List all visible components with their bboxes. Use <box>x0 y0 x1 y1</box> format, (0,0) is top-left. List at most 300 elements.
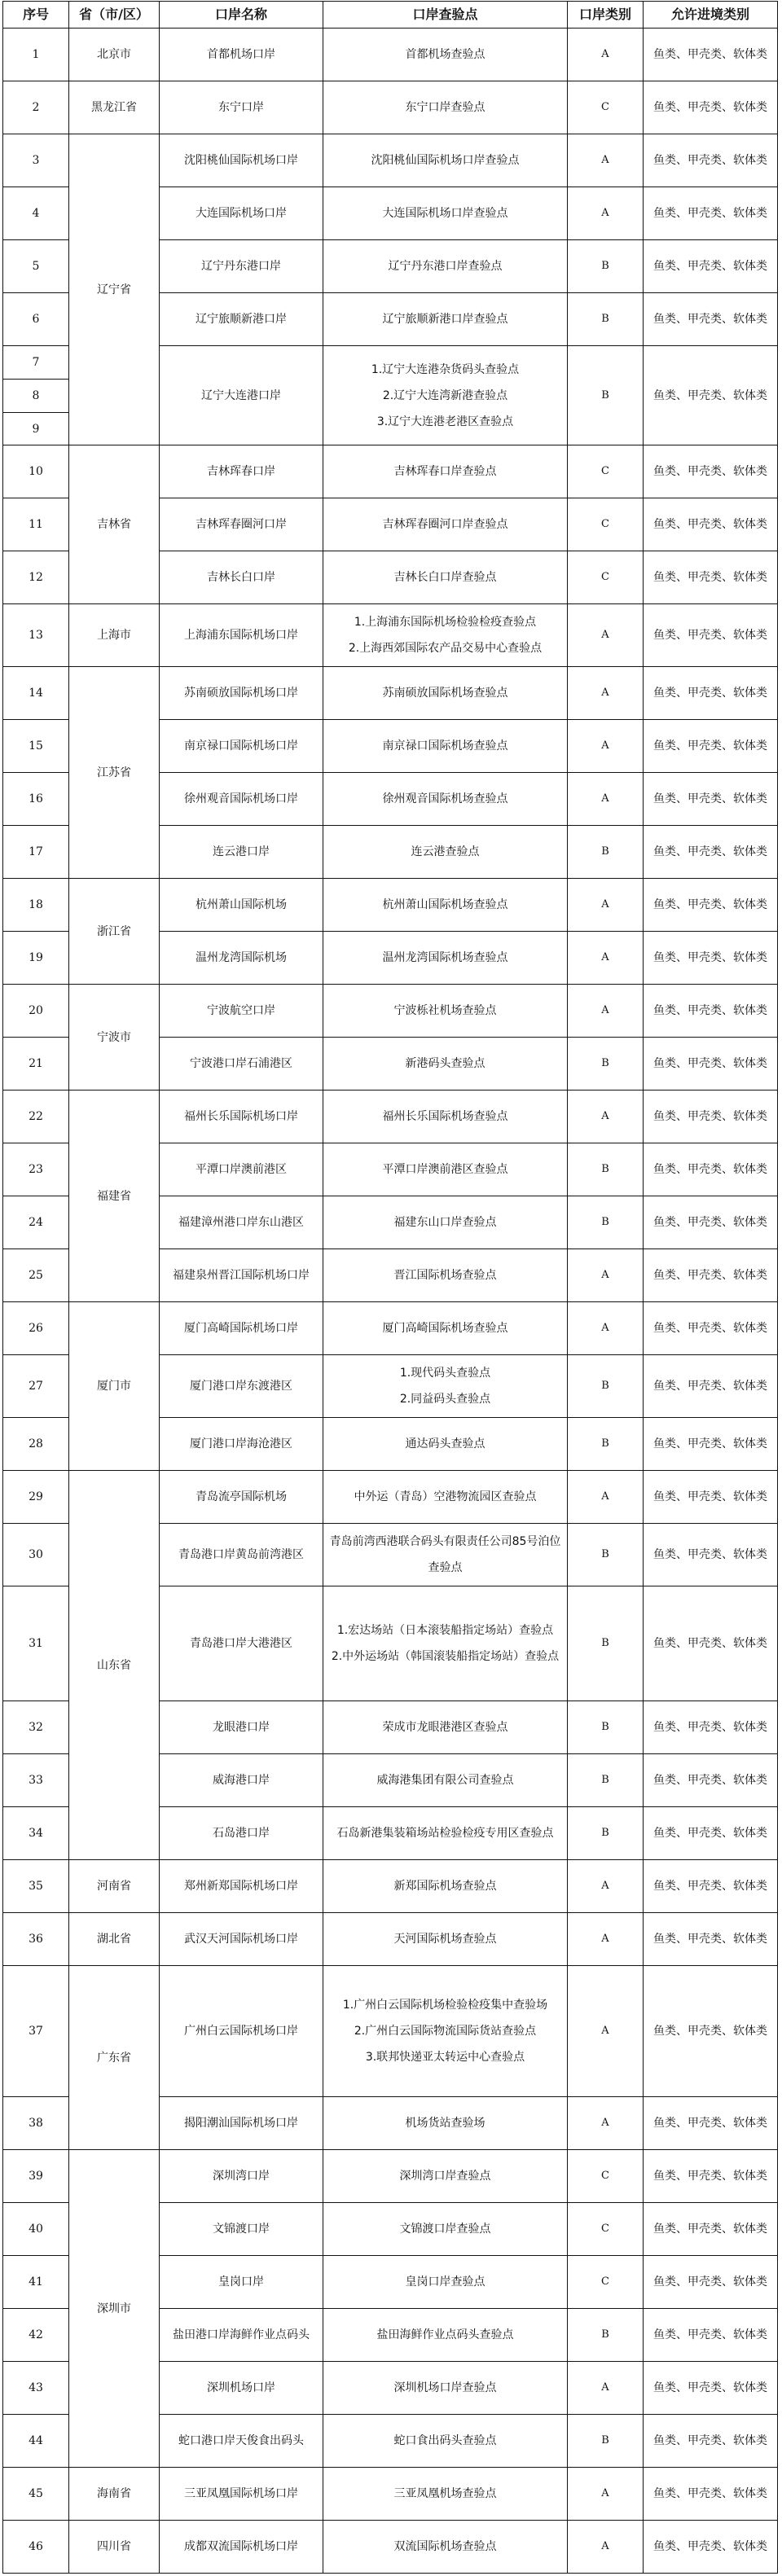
row-port-class: B <box>568 1701 644 1754</box>
row-allowed-categories: 鱼类、甲壳类、软体类 <box>644 1302 778 1355</box>
table-body <box>3 29 778 2574</box>
inspection-point: 新郑国际机场查验点 <box>393 1880 497 1893</box>
row-port-class: B <box>568 1196 644 1249</box>
table-row <box>3 1471 778 1524</box>
row-port-class: C <box>568 81 644 134</box>
row-inspection-points <box>323 2362 568 2415</box>
row-inspection-points <box>323 1249 568 1302</box>
table-row <box>3 1966 778 2097</box>
row-port-name: 龙眼港口岸 <box>160 1701 323 1754</box>
row-inspection-points <box>323 1418 568 1471</box>
row-port-class: C <box>568 445 644 498</box>
row-allowed-categories: 鱼类、甲壳类、软体类 <box>644 1586 778 1701</box>
header-province: 省（市/区） <box>69 2 160 29</box>
row-port-class: A <box>568 604 644 667</box>
row-port-class: A <box>568 1966 644 2097</box>
row-port-name: 深圳湾口岸 <box>160 2150 323 2203</box>
row-port-class: C <box>568 551 644 604</box>
row-port-class: A <box>568 773 644 826</box>
row-seq: 3 <box>3 134 69 187</box>
row-seq: 34 <box>3 1807 69 1860</box>
row-inspection-points <box>323 2521 568 2574</box>
row-port-class: A <box>568 2097 644 2150</box>
row-province: 北京市 <box>69 29 160 81</box>
inspection-point: 机场货站查验场 <box>405 2117 485 2130</box>
row-port-name: 南京禄口国际机场口岸 <box>160 720 323 773</box>
row-allowed-categories: 鱼类、甲壳类、软体类 <box>644 134 778 187</box>
header-allowed-categories: 允许进境类别 <box>644 2 778 29</box>
row-port-class: C <box>568 2150 644 2203</box>
row-inspection-points <box>323 2256 568 2309</box>
row-port-class: B <box>568 346 644 445</box>
port-list-table <box>2 1 778 2574</box>
row-port-name: 连云港口岸 <box>160 826 323 879</box>
row-seq: 8 <box>3 380 69 413</box>
row-allowed-categories: 鱼类、甲壳类、软体类 <box>644 240 778 293</box>
inspection-point: 吉林珲春圈河口岸查验点 <box>382 518 508 531</box>
row-port-class: B <box>568 1754 644 1807</box>
inspection-point: 中外运（青岛）空港物流园区查验点 <box>354 1490 537 1503</box>
row-allowed-categories: 鱼类、甲壳类、软体类 <box>644 667 778 720</box>
row-inspection-points <box>323 134 568 187</box>
row-inspection-points <box>323 604 568 667</box>
row-inspection-points <box>323 498 568 551</box>
inspection-point: 晋江国际机场查验点 <box>393 1269 497 1282</box>
row-allowed-categories: 鱼类、甲壳类、软体类 <box>644 932 778 985</box>
row-inspection-points <box>323 1038 568 1091</box>
row-port-name: 文锦渡口岸 <box>160 2203 323 2256</box>
inspection-point: 1.宏达场站（日本滚装船指定场站）查验点 <box>336 1624 554 1637</box>
row-port-class: A <box>568 985 644 1038</box>
row-port-class: A <box>568 1860 644 1913</box>
inspection-point: 深圳湾口岸查验点 <box>399 2170 491 2183</box>
row-seq: 17 <box>3 826 69 879</box>
row-seq: 27 <box>3 1355 69 1418</box>
row-allowed-categories: 鱼类、甲壳类、软体类 <box>644 2097 778 2150</box>
row-seq: 40 <box>3 2203 69 2256</box>
row-inspection-points <box>323 2415 568 2468</box>
row-seq: 25 <box>3 1249 69 1302</box>
row-port-class: A <box>568 932 644 985</box>
header-inspection-point: 口岸查验点 <box>323 2 568 29</box>
row-port-name: 杭州萧山国际机场 <box>160 879 323 932</box>
table-row <box>3 604 778 667</box>
row-port-class: B <box>568 1524 644 1586</box>
row-inspection-points <box>323 551 568 604</box>
row-seq: 15 <box>3 720 69 773</box>
inspection-point: 宁波栎社机场查验点 <box>393 1004 497 1017</box>
row-seq: 36 <box>3 1913 69 1966</box>
row-port-name: 辽宁丹东港口岸 <box>160 240 323 293</box>
row-seq: 44 <box>3 2415 69 2468</box>
inspection-point: 大连国际机场口岸查验点 <box>382 207 508 220</box>
row-allowed-categories: 鱼类、甲壳类、软体类 <box>644 2521 778 2574</box>
row-seq: 14 <box>3 667 69 720</box>
row-inspection-points <box>323 1302 568 1355</box>
row-port-class: A <box>568 1302 644 1355</box>
row-province: 厦门市 <box>69 1302 160 1471</box>
row-port-name: 福建漳州港口岸东山港区 <box>160 1196 323 1249</box>
row-inspection-points <box>323 1586 568 1701</box>
inspection-point: 南京禄口国际机场查验点 <box>382 739 508 753</box>
row-inspection-points <box>323 1091 568 1143</box>
table-row <box>3 29 778 81</box>
row-port-class: A <box>568 29 644 81</box>
table-row <box>3 879 778 932</box>
row-allowed-categories: 鱼类、甲壳类、软体类 <box>644 1418 778 1471</box>
row-province: 浙江省 <box>69 879 160 985</box>
table-row <box>3 1860 778 1913</box>
row-province: 广东省 <box>69 1966 160 2150</box>
row-port-name: 东宁口岸 <box>160 81 323 134</box>
table-row <box>3 81 778 134</box>
row-seq: 10 <box>3 445 69 498</box>
inspection-point: 3.辽宁大连港老港区查验点 <box>376 415 514 428</box>
inspection-point: 辽宁旅顺新港口岸查验点 <box>382 313 508 326</box>
table-row <box>3 134 778 187</box>
inspection-point: 吉林长白口岸查验点 <box>393 571 497 584</box>
inspection-point: 文锦渡口岸查验点 <box>399 2223 491 2236</box>
row-port-class: A <box>568 1913 644 1966</box>
table-row <box>3 1302 778 1355</box>
row-allowed-categories: 鱼类、甲壳类、软体类 <box>644 187 778 240</box>
inspection-point: 盐田海鲜作业点码头查验点 <box>376 2328 514 2341</box>
row-seq: 23 <box>3 1143 69 1196</box>
row-seq: 7 <box>3 346 69 380</box>
row-seq: 29 <box>3 1471 69 1524</box>
row-inspection-points <box>323 1754 568 1807</box>
row-seq: 45 <box>3 2468 69 2521</box>
row-port-name: 威海港口岸 <box>160 1754 323 1807</box>
table-row <box>3 2521 778 2574</box>
row-allowed-categories: 鱼类、甲壳类、软体类 <box>644 1860 778 1913</box>
row-port-class: A <box>568 1471 644 1524</box>
row-inspection-points <box>323 2203 568 2256</box>
row-seq: 5 <box>3 240 69 293</box>
inspection-point: 2.中外运场站（韩国滚装船指定场站）查验点 <box>331 1650 560 1663</box>
inspection-point: 双流国际机场查验点 <box>393 2540 497 2553</box>
row-port-name: 青岛流亭国际机场 <box>160 1471 323 1524</box>
inspection-point: 连云港查验点 <box>411 845 480 858</box>
inspection-point: 石岛新港集装箱场站检验检疫专用区查验点 <box>336 1827 554 1840</box>
inspection-point: 东宁口岸查验点 <box>405 101 485 114</box>
row-inspection-points <box>323 720 568 773</box>
inspection-point: 徐州观音国际机场查验点 <box>382 792 508 805</box>
row-seq: 38 <box>3 2097 69 2150</box>
row-port-class: B <box>568 1807 644 1860</box>
row-port-name: 平潭口岸澳前港区 <box>160 1143 323 1196</box>
row-seq: 13 <box>3 604 69 667</box>
row-port-name: 厦门高崎国际机场口岸 <box>160 1302 323 1355</box>
inspection-point: 2.同益码头查验点 <box>399 1393 491 1406</box>
row-port-name: 蛇口港口岸天俊食出码头 <box>160 2415 323 2468</box>
row-seq: 1 <box>3 29 69 81</box>
row-inspection-points <box>323 932 568 985</box>
row-port-name: 苏南硕放国际机场口岸 <box>160 667 323 720</box>
row-province: 海南省 <box>69 2468 160 2521</box>
row-province: 吉林省 <box>69 445 160 604</box>
row-allowed-categories: 鱼类、甲壳类、软体类 <box>644 985 778 1038</box>
row-port-name: 吉林长白口岸 <box>160 551 323 604</box>
row-inspection-points <box>323 1807 568 1860</box>
row-allowed-categories: 鱼类、甲壳类、软体类 <box>644 879 778 932</box>
row-port-name: 福建泉州晋江国际机场口岸 <box>160 1249 323 1302</box>
row-inspection-points <box>323 346 568 445</box>
row-port-class: A <box>568 2521 644 2574</box>
inspection-point: 1.现代码头查验点 <box>399 1367 491 1380</box>
inspection-point: 天河国际机场查验点 <box>393 1933 497 1946</box>
row-province: 山东省 <box>69 1471 160 1860</box>
row-allowed-categories: 鱼类、甲壳类、软体类 <box>644 1701 778 1754</box>
row-port-name: 成都双流国际机场口岸 <box>160 2521 323 2574</box>
row-inspection-points <box>323 2150 568 2203</box>
row-inspection-points <box>323 445 568 498</box>
row-inspection-points <box>323 81 568 134</box>
row-inspection-points <box>323 1701 568 1754</box>
row-seq: 21 <box>3 1038 69 1091</box>
table-row <box>3 2468 778 2521</box>
row-allowed-categories: 鱼类、甲壳类、软体类 <box>644 2415 778 2468</box>
row-allowed-categories: 鱼类、甲壳类、软体类 <box>644 1966 778 2097</box>
inspection-point: 吉林珲春口岸查验点 <box>393 465 497 478</box>
row-allowed-categories: 鱼类、甲壳类、软体类 <box>644 445 778 498</box>
row-inspection-points <box>323 1196 568 1249</box>
row-allowed-categories: 鱼类、甲壳类、软体类 <box>644 1038 778 1091</box>
row-seq: 22 <box>3 1091 69 1143</box>
inspection-point: 福州长乐国际机场查验点 <box>382 1110 508 1123</box>
row-allowed-categories: 鱼类、甲壳类、软体类 <box>644 2362 778 2415</box>
inspection-point: 1.辽宁大连港杂货码头查验点 <box>371 362 520 376</box>
row-allowed-categories: 鱼类、甲壳类、软体类 <box>644 2203 778 2256</box>
inspection-point: 通达码头查验点 <box>405 1437 485 1450</box>
row-allowed-categories: 鱼类、甲壳类、软体类 <box>644 826 778 879</box>
row-seq: 30 <box>3 1524 69 1586</box>
table-row <box>3 667 778 720</box>
row-port-name: 福州长乐国际机场口岸 <box>160 1091 323 1143</box>
row-allowed-categories: 鱼类、甲壳类、软体类 <box>644 2309 778 2362</box>
inspection-point: 威海港集团有限公司查验点 <box>376 1774 514 1787</box>
row-province: 四川省 <box>69 2521 160 2574</box>
inspection-point: 杭州萧山国际机场查验点 <box>382 898 508 911</box>
row-province: 黑龙江省 <box>69 81 160 134</box>
row-port-name: 宁波港口岸石浦港区 <box>160 1038 323 1091</box>
row-inspection-points <box>323 1355 568 1418</box>
row-port-name: 厦门港口岸海沧港区 <box>160 1418 323 1471</box>
row-inspection-points <box>323 826 568 879</box>
row-allowed-categories: 鱼类、甲壳类、软体类 <box>644 1913 778 1966</box>
row-inspection-points <box>323 985 568 1038</box>
inspection-point: 新港码头查验点 <box>405 1057 485 1070</box>
row-port-name: 揭阳潮汕国际机场口岸 <box>160 2097 323 2150</box>
row-inspection-points <box>323 187 568 240</box>
row-port-class: A <box>568 879 644 932</box>
row-allowed-categories: 鱼类、甲壳类、软体类 <box>644 1249 778 1302</box>
row-port-name: 辽宁旅顺新港口岸 <box>160 293 323 346</box>
row-port-class: B <box>568 826 644 879</box>
row-port-name: 武汉天河国际机场口岸 <box>160 1913 323 1966</box>
row-allowed-categories: 鱼类、甲壳类、软体类 <box>644 1807 778 1860</box>
row-port-class: B <box>568 2415 644 2468</box>
table-row <box>3 1091 778 1143</box>
row-seq: 26 <box>3 1302 69 1355</box>
inspection-point: 皇岗口岸查验点 <box>405 2275 485 2289</box>
row-port-name: 石岛港口岸 <box>160 1807 323 1860</box>
inspection-point: 3.联邦快递亚太转运中心查验点 <box>365 2051 525 2064</box>
row-seq: 46 <box>3 2521 69 2574</box>
row-port-class: A <box>568 720 644 773</box>
row-port-name: 温州龙湾国际机场 <box>160 932 323 985</box>
row-port-name: 吉林珲春口岸 <box>160 445 323 498</box>
row-port-class: B <box>568 1038 644 1091</box>
header-row <box>3 2 778 29</box>
row-province: 辽宁省 <box>69 134 160 445</box>
inspection-point: 沈阳桃仙国际机场口岸查验点 <box>371 154 520 167</box>
row-inspection-points <box>323 293 568 346</box>
row-allowed-categories: 鱼类、甲壳类、软体类 <box>644 604 778 667</box>
row-inspection-points <box>323 2468 568 2521</box>
row-port-class: C <box>568 2256 644 2309</box>
row-seq: 11 <box>3 498 69 551</box>
row-allowed-categories: 鱼类、甲壳类、软体类 <box>644 2150 778 2203</box>
row-allowed-categories: 鱼类、甲壳类、软体类 <box>644 1471 778 1524</box>
row-seq: 16 <box>3 773 69 826</box>
row-seq: 18 <box>3 879 69 932</box>
inspection-point: 1.广州白云国际机场检验检疫集中查验场 <box>342 1999 548 2012</box>
row-port-name: 皇岗口岸 <box>160 2256 323 2309</box>
row-inspection-points <box>323 1966 568 2097</box>
row-port-name: 深圳机场口岸 <box>160 2362 323 2415</box>
row-port-name: 郑州新郑国际机场口岸 <box>160 1860 323 1913</box>
row-port-class: B <box>568 1418 644 1471</box>
row-port-name: 盐田港口岸海鲜作业点码头 <box>160 2309 323 2362</box>
row-allowed-categories: 鱼类、甲壳类、软体类 <box>644 2256 778 2309</box>
row-port-name: 沈阳桃仙国际机场口岸 <box>160 134 323 187</box>
row-port-name: 厦门港口岸东渡港区 <box>160 1355 323 1418</box>
row-port-name: 辽宁大连港口岸 <box>160 346 323 445</box>
row-province: 上海市 <box>69 604 160 667</box>
row-allowed-categories: 鱼类、甲壳类、软体类 <box>644 498 778 551</box>
row-seq: 37 <box>3 1966 69 2097</box>
inspection-point: 首都机场查验点 <box>405 48 485 61</box>
row-inspection-points <box>323 773 568 826</box>
inspection-point: 2.辽宁大连湾新港查验点 <box>382 388 508 402</box>
row-allowed-categories: 鱼类、甲壳类、软体类 <box>644 1143 778 1196</box>
row-port-name: 宁波航空口岸 <box>160 985 323 1038</box>
row-port-class: B <box>568 2309 644 2362</box>
inspection-point: 三亚凤凰机场查验点 <box>393 2487 497 2500</box>
row-inspection-points <box>323 667 568 720</box>
inspection-point: 福建东山口岸查验点 <box>393 1216 497 1229</box>
row-seq: 12 <box>3 551 69 604</box>
row-seq: 35 <box>3 1860 69 1913</box>
row-port-class: A <box>568 667 644 720</box>
row-allowed-categories: 鱼类、甲壳类、软体类 <box>644 29 778 81</box>
row-allowed-categories: 鱼类、甲壳类、软体类 <box>644 293 778 346</box>
row-allowed-categories: 鱼类、甲壳类、软体类 <box>644 773 778 826</box>
row-port-class: B <box>568 293 644 346</box>
row-seq: 42 <box>3 2309 69 2362</box>
row-province: 湖北省 <box>69 1913 160 1966</box>
table-row <box>3 1913 778 1966</box>
row-province: 宁波市 <box>69 985 160 1091</box>
row-port-class: A <box>568 187 644 240</box>
row-inspection-points <box>323 1143 568 1196</box>
row-inspection-points <box>323 879 568 932</box>
row-port-name: 三亚凤凰国际机场口岸 <box>160 2468 323 2521</box>
row-seq: 6 <box>3 293 69 346</box>
row-seq: 31 <box>3 1586 69 1701</box>
row-port-class: A <box>568 2468 644 2521</box>
row-inspection-points <box>323 29 568 81</box>
inspection-point: 平潭口岸澳前港区查验点 <box>382 1163 508 1176</box>
inspection-point: 厦门高崎国际机场查验点 <box>382 1322 508 1335</box>
row-seq: 43 <box>3 2362 69 2415</box>
inspection-point: 荣成市龙眼港港区查验点 <box>382 1721 508 1734</box>
row-allowed-categories: 鱼类、甲壳类、软体类 <box>644 1091 778 1143</box>
row-port-name: 上海浦东国际机场口岸 <box>160 604 323 667</box>
row-seq: 9 <box>3 413 69 445</box>
row-allowed-categories: 鱼类、甲壳类、软体类 <box>644 1754 778 1807</box>
row-province: 江苏省 <box>69 667 160 879</box>
row-province: 河南省 <box>69 1860 160 1913</box>
table-row <box>3 2150 778 2203</box>
inspection-point: 2.广州白云国际物流国际货站查验点 <box>354 2025 537 2038</box>
row-allowed-categories: 鱼类、甲壳类、软体类 <box>644 551 778 604</box>
row-port-class: A <box>568 1091 644 1143</box>
row-province: 福建省 <box>69 1091 160 1302</box>
row-port-class: C <box>568 498 644 551</box>
row-port-name: 徐州观音国际机场口岸 <box>160 773 323 826</box>
row-allowed-categories: 鱼类、甲壳类、软体类 <box>644 2468 778 2521</box>
header-port-name: 口岸名称 <box>160 2 323 29</box>
table-row <box>3 445 778 498</box>
row-seq: 4 <box>3 187 69 240</box>
row-inspection-points <box>323 1524 568 1586</box>
row-seq: 24 <box>3 1196 69 1249</box>
header-port-class: 口岸类别 <box>568 2 644 29</box>
row-port-class: A <box>568 134 644 187</box>
row-allowed-categories: 鱼类、甲壳类、软体类 <box>644 81 778 134</box>
row-port-name: 青岛港口岸黄岛前湾港区 <box>160 1524 323 1586</box>
row-seq: 2 <box>3 81 69 134</box>
row-allowed-categories: 鱼类、甲壳类、软体类 <box>644 346 778 445</box>
row-allowed-categories: 鱼类、甲壳类、软体类 <box>644 1355 778 1418</box>
row-inspection-points <box>323 1860 568 1913</box>
row-inspection-points <box>323 1913 568 1966</box>
row-port-class: C <box>568 2203 644 2256</box>
inspection-point: 蛇口食出码头查验点 <box>393 2434 497 2447</box>
row-port-class: B <box>568 1355 644 1418</box>
row-inspection-points <box>323 2097 568 2150</box>
row-port-class: B <box>568 240 644 293</box>
row-port-name: 青岛港口岸大港港区 <box>160 1586 323 1701</box>
inspection-point: 1.上海浦东国际机场检验检疫查验点 <box>354 616 537 629</box>
table-row <box>3 985 778 1038</box>
header-seq: 序号 <box>3 2 69 29</box>
row-seq: 39 <box>3 2150 69 2203</box>
inspection-point: 苏南硕放国际机场查验点 <box>382 687 508 700</box>
inspection-point: 深圳机场口岸查验点 <box>393 2381 497 2394</box>
row-allowed-categories: 鱼类、甲壳类、软体类 <box>644 720 778 773</box>
row-port-class: A <box>568 1249 644 1302</box>
row-port-class: B <box>568 1586 644 1701</box>
row-allowed-categories: 鱼类、甲壳类、软体类 <box>644 1196 778 1249</box>
row-port-name: 首都机场口岸 <box>160 29 323 81</box>
inspection-point: 辽宁丹东港口岸查验点 <box>388 260 503 273</box>
row-seq: 41 <box>3 2256 69 2309</box>
row-port-class: B <box>568 1143 644 1196</box>
row-port-name: 大连国际机场口岸 <box>160 187 323 240</box>
